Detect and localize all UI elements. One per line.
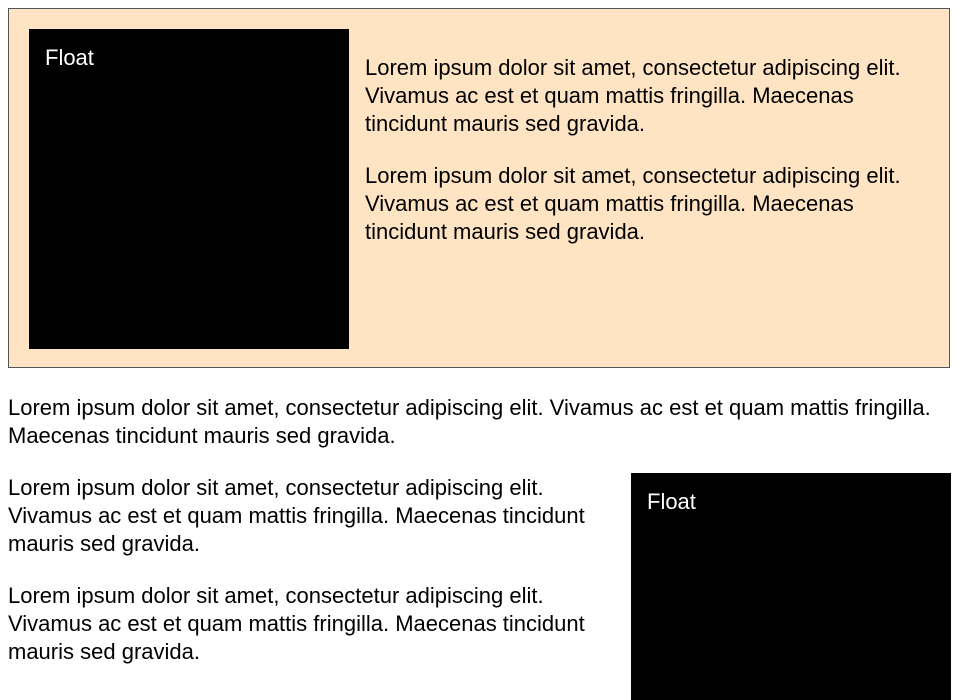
float-label-bottom: Float	[647, 489, 696, 514]
top-paragraph-2: Lorem ipsum dolor sit amet, consectetur adipiscing elit. Vivamus ac est et quam mattis fringilla. Maecenas tincidunt mauris sed gravida.	[365, 163, 901, 244]
float-box-bottom	[631, 473, 951, 700]
bottom-paragraph-1: Lorem ipsum dolor sit amet, consectetur adipiscing elit. Vivamus ac est et quam mattis fringilla. Maecenas tincidunt mauris sed gravida.	[8, 395, 931, 448]
top-paragraph-1: Lorem ipsum dolor sit amet, consectetur adipiscing elit. Vivamus ac est et quam mattis fringilla. Maecenas tincidunt mauris sed gravida.	[365, 55, 901, 136]
bottom-paragraph-2: Lorem ipsum dolor sit amet, consectetur adipiscing elit. Vivamus ac est et quam mattis fringilla. Maecenas tincidunt mauris sed gravida.	[8, 475, 585, 556]
float-label-top: Float	[45, 45, 94, 70]
float-box-top	[29, 29, 349, 349]
bottom-paragraph-3: Lorem ipsum dolor sit amet, consectetur adipiscing elit. Vivamus ac est et quam mattis fringilla. Maecenas tincidunt mauris sed gravida.	[8, 583, 585, 664]
bfc-container	[8, 8, 950, 368]
